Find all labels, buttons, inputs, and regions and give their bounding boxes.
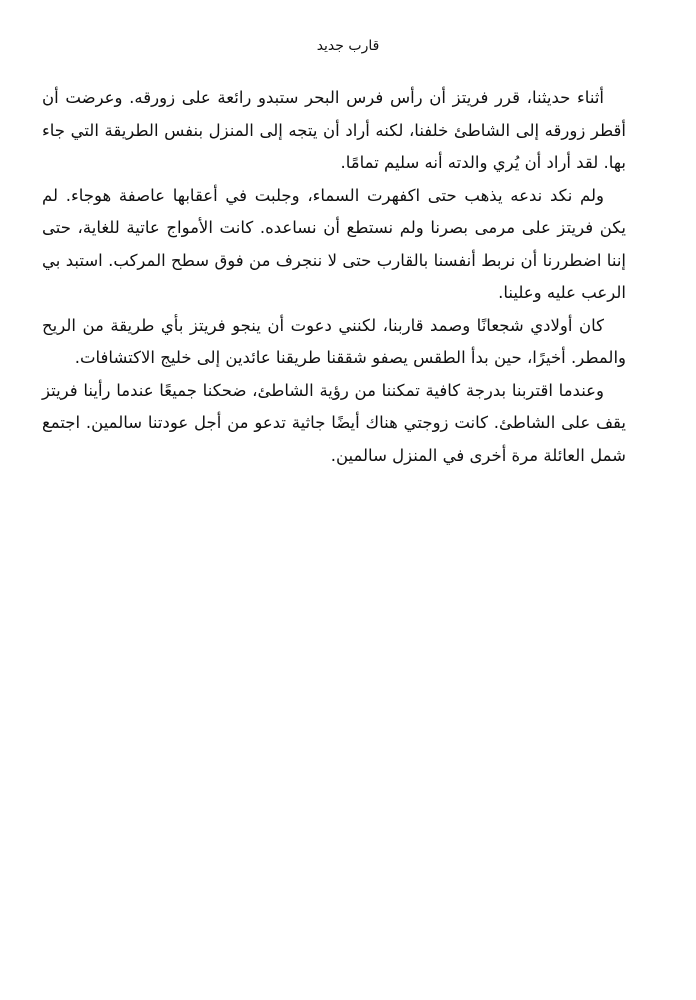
paragraph-3: كان أولادي شجعانًا وصمد قاربنا، لكنني دعوت أن ينجو فريتز بأي طريقة من الريح والمطر. أخيرًا، حين بدأ الطقس يصفو شققنا طريقنا عائدين إلى خليج الاكتشافات.: [42, 315, 626, 367]
running-header-title: قارب جديد: [316, 38, 380, 54]
paragraph-2: ولم نكد ندعه يذهب حتى اكفهرت السماء، وجلبت في أعقابها عاصفة هوجاء. لم يكن فريتز على مرمى بصرنا ولم نستطع أن نساعده. كانت الأمواج عاتية للغاية، حتى إننا اضطررنا أن نربط أنفسنا بالقارب حتى لا ننجرف من فوق سطح المركب. استبد بي الرعب عليه وعلينا.: [42, 185, 626, 302]
paragraph-4: وعندما اقتربنا بدرجة كافية تمكننا من رؤية الشاطئ، ضحكنا جميعًا عندما رأينا فريتز يقف على الشاطئ. كانت زوجتي هناك أيضًا جاثية تدعو من أجل عودتنا سالمين. اجتمع شمل العائلة مرة أخرى في المنزل سالمين.: [42, 380, 626, 465]
paragraph-1: أثناء حديثنا، قرر فريتز أن رأس فرس البحر ستبدو رائعة على زورقه. وعرضت أن أقطر زورقه إلى الشاطئ خلفنا، لكنه أراد أن يتجه إلى المنزل بنفس الطريقة التي جاء بها. لقد أراد أن يُري والدته أنه سليم تمامًا.: [42, 88, 626, 172]
body-text: [42, 82, 626, 472]
